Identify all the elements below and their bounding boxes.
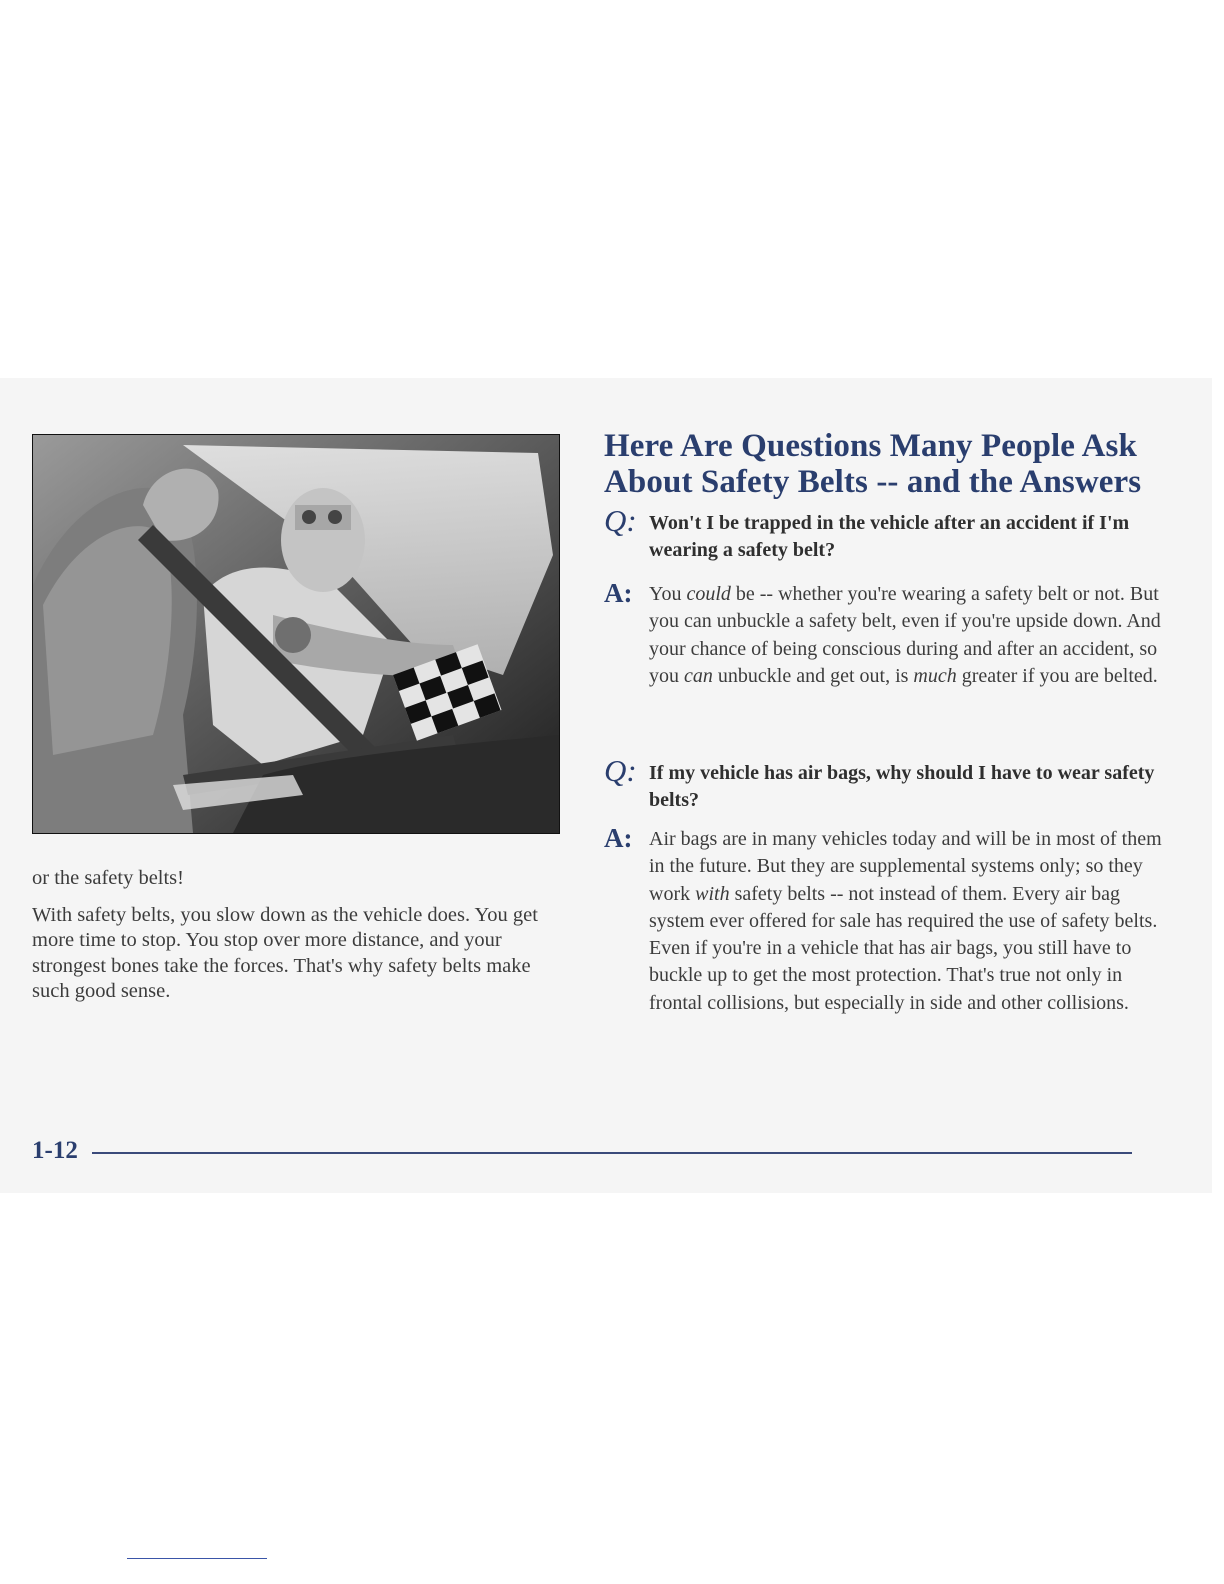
answer-emphasis: can — [684, 664, 713, 687]
question-mark-label: Q: — [604, 503, 637, 538]
answer-text — [649, 826, 1164, 1017]
question-text: If my vehicle has air bags, why should I have to wear safety belts? — [649, 762, 1155, 811]
answer-emphasis: with — [695, 882, 730, 905]
crash-test-dummy-photo — [32, 434, 560, 834]
bottom-rule — [127, 1558, 267, 1559]
safety-belt-explanation: With safety belts, you slow down as the vehicle does. You get more time to stop. You stop over more distance, and your strongest bones take the forces. That's why safety belts make such good sense. — [32, 903, 538, 1002]
answer-mark-label: A: — [604, 578, 633, 608]
answer-emphasis: could — [686, 583, 731, 605]
answer-text-part: be -- whether you're wearing a safety belt or not. But you can unbuckle a safety belt, even if you're upside down. And your chance of being conscious during and after an accident, so you — [649, 583, 1161, 687]
question-1 — [604, 503, 1164, 564]
footer-rule — [92, 1152, 1132, 1154]
heading-line-2: About Safety Belts -- and the Answers — [604, 464, 1142, 500]
answer-2 — [604, 823, 1164, 1017]
crash-test-dummy-illustration — [33, 435, 559, 833]
answer-text-part: greater if you are belted. — [956, 664, 1158, 687]
section-heading — [604, 428, 1164, 500]
answer-emphasis: much — [913, 664, 957, 687]
answer-text-part: safety belts -- not instead of them. Every air bag system ever offered for sale has required the use of safety belts. Even if you're in a vehicle that has air bags, you still have to buckle up to get the most protection. That's true not only in frontal collisions, but especially in side and other collisions. — [649, 882, 1158, 1014]
answer-text — [649, 581, 1164, 690]
question-text: Won't I be trapped in the vehicle after an accident if I'm wearing a safety belt? — [649, 512, 1130, 561]
heading-line-1: Here Are Questions Many People Ask — [604, 428, 1137, 464]
left-column-text — [32, 866, 562, 1005]
answer-text-part: Air bags are in many vehicles today and will be in most of them in the future. But they are supplemental systems only; so they work — [649, 828, 1162, 905]
page-number: 1-12 — [32, 1137, 78, 1164]
answer-1 — [604, 578, 1164, 690]
answer-mark-label: A: — [604, 823, 633, 853]
intro-fragment: or the safety belts! — [32, 867, 184, 889]
answer-text-part: You — [649, 583, 687, 605]
question-mark-label: Q: — [604, 753, 637, 788]
question-2 — [604, 753, 1164, 814]
answer-text-part: unbuckle and get out, is — [712, 664, 914, 687]
